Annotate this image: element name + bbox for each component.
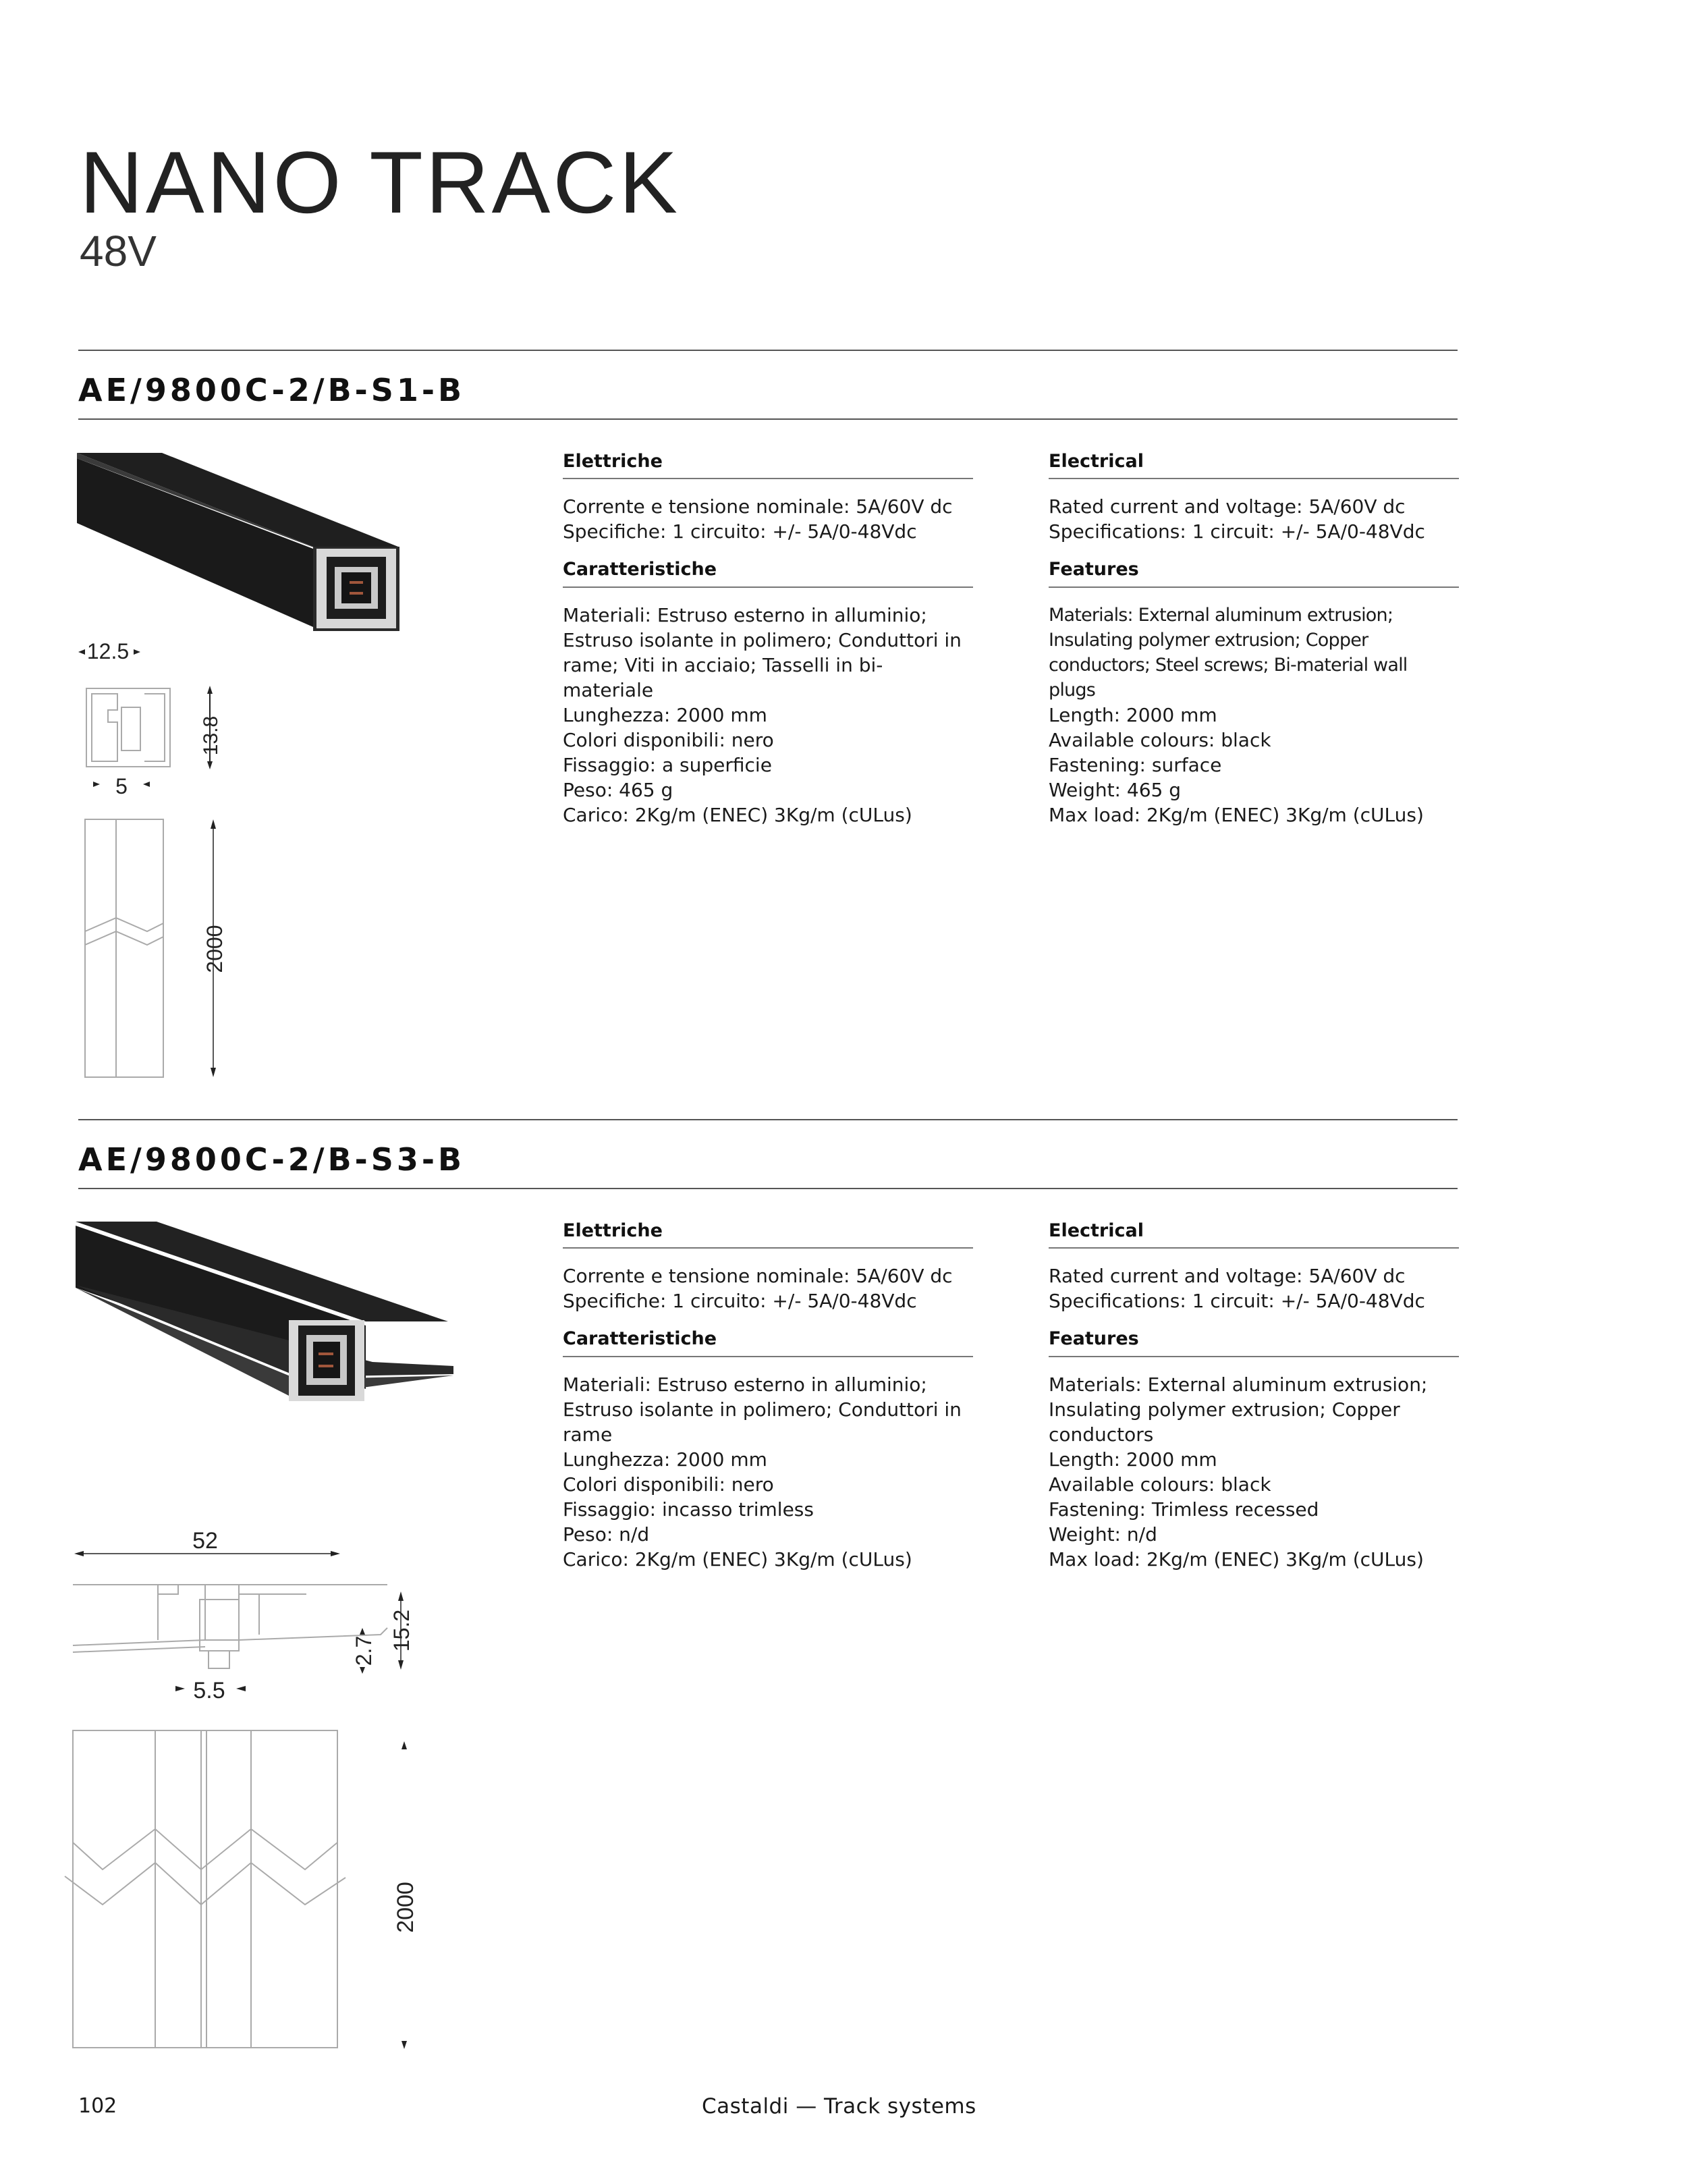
dimension-height-label: 13.8 <box>200 715 222 756</box>
spec-line: Specifications: 1 circuit: +/- 5A/0-48Vdc <box>1049 1290 1425 1313</box>
section-heading: Caratteristiche <box>563 1328 973 1357</box>
spec-line: Specifiche: 1 circuito: +/- 5A/0-48Vdc <box>563 520 917 543</box>
section-divider <box>78 1188 1458 1189</box>
section-heading: Electrical <box>1049 1220 1459 1249</box>
spec-line: Specifications: 1 circuit: +/- 5A/0-48Vdc <box>1049 520 1425 543</box>
spec-line: Max load: 2Kg/m (ENEC) 3Kg/m (cULus) <box>1049 803 1424 826</box>
spec-line: Weight: n/d <box>1049 1523 1157 1546</box>
spec-line: Peso: 465 g <box>563 778 673 801</box>
spec-line: Length: 2000 mm <box>1049 703 1217 726</box>
product-code: AE/9800C-2/B-S3-B <box>78 1141 466 1178</box>
dimension-length-label: 2000 <box>202 925 227 973</box>
spec-line: Materials: External aluminum extrusion; Insulating polymer extrusion; Copper conductors; Steel screws; Bi-material wall plugs <box>1049 604 1408 701</box>
spec-line: Weight: 465 g <box>1049 778 1181 801</box>
spec-line: Length: 2000 mm <box>1049 1448 1217 1471</box>
spec-line: Colori disponibili: nero <box>563 1473 774 1496</box>
section-heading: Electrical <box>1049 451 1459 479</box>
spec-line: Specifiche: 1 circuito: +/- 5A/0-48Vdc <box>563 1290 917 1313</box>
dimension-width-label: 52 <box>192 1528 218 1554</box>
spec-line: Colori disponibili: nero <box>563 728 774 751</box>
section-heading: Elettriche <box>563 1220 973 1249</box>
dimension-slot-label: 5.5 <box>193 1678 225 1703</box>
spec-line: Materiali: Estruso esterno in alluminio; Estruso isolante in polimero; Conduttori in rame; Viti in acciaio; Tasselli in bi-materiale <box>563 603 962 701</box>
product-render-surface-track <box>77 449 408 638</box>
spec-line: Rated current and voltage: 5A/60V dc <box>1049 495 1406 518</box>
page-title: NANO TRACK <box>80 133 680 231</box>
product-render-trimless-track <box>76 1220 453 1409</box>
section-divider <box>78 1119 1458 1120</box>
spec-line: Available colours: black <box>1049 1473 1271 1496</box>
section-heading: Elettriche <box>563 451 973 479</box>
spec-line: Carico: 2Kg/m (ENEC) 3Kg/m (cULus) <box>563 803 912 826</box>
spec-line: Fissaggio: incasso trimless <box>563 1498 814 1521</box>
section-heading: Features <box>1049 1328 1459 1357</box>
length-drawing <box>62 1728 440 2065</box>
spec-column-en <box>1049 1220 1459 1587</box>
page-number: 102 <box>78 2094 117 2118</box>
cross-section-drawing <box>77 634 239 810</box>
spec-line: Fastening: Trimless recessed <box>1049 1498 1319 1521</box>
page-subtitle: 48V <box>80 227 157 275</box>
spec-line: Corrente e tensione nominale: 5A/60V dc <box>563 1265 953 1288</box>
footer-brand: Castaldi — Track systems <box>702 2094 976 2119</box>
section-heading: Features <box>1049 559 1459 587</box>
dimension-length-label: 2000 <box>393 1882 418 1933</box>
spec-line: Lunghezza: 2000 mm <box>563 1448 767 1471</box>
spec-line: Materials: External aluminum extrusion; Insulating polymer extrusion; Copper conductors <box>1049 1373 1428 1446</box>
section-divider <box>78 418 1458 420</box>
spec-line: Carico: 2Kg/m (ENEC) 3Kg/m (cULus) <box>563 1548 912 1571</box>
spec-line: Lunghezza: 2000 mm <box>563 703 767 726</box>
spec-line: Rated current and voltage: 5A/60V dc <box>1049 1265 1406 1288</box>
spec-line: Materiali: Estruso esterno in alluminio; Estruso isolante in polimero; Conduttori in rame <box>563 1373 962 1446</box>
spec-column-it <box>563 451 973 842</box>
spec-line: Available colours: black <box>1049 728 1271 751</box>
spec-line: Max load: 2Kg/m (ENEC) 3Kg/m (cULus) <box>1049 1548 1424 1571</box>
spec-line: Peso: n/d <box>563 1523 650 1546</box>
cross-section-drawing <box>70 1527 435 1709</box>
length-drawing <box>77 817 239 1087</box>
dimension-lip-label: 2.7 <box>352 1635 376 1666</box>
section-heading: Caratteristiche <box>563 559 973 587</box>
section-divider <box>78 350 1458 351</box>
dimension-width-label: 12.5 <box>86 639 130 663</box>
product-code: AE/9800C-2/B-S1-B <box>78 372 466 408</box>
spec-line: Fastening: surface <box>1049 753 1222 776</box>
spec-line: Fissaggio: a superficie <box>563 753 772 776</box>
spec-column-it <box>563 1220 973 1587</box>
spec-column-en <box>1049 451 1459 842</box>
spec-line: Corrente e tensione nominale: 5A/60V dc <box>563 495 953 518</box>
dimension-height-label: 15.2 <box>389 1609 414 1652</box>
dimension-slot-label: 5 <box>115 774 128 798</box>
